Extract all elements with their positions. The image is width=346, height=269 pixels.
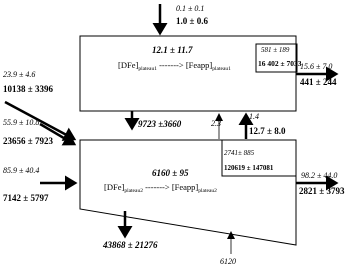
downward-exchange-value: 9723 ±3660 — [138, 119, 182, 129]
upward-exchange-std: 1.4 — [249, 112, 259, 121]
plateau1-flux: 12.1 ± 11.7 — [152, 45, 193, 55]
left-input-1-mean: 10138 ± 3396 — [3, 84, 53, 94]
plateau2-eq-arrow: -------> — [142, 182, 172, 192]
left-input-2-std: 55.9 ± 10.8 — [3, 118, 40, 127]
left-input-3-mean: 7142 ± 5797 — [3, 193, 49, 203]
plateau2-eq-left: [DFe] — [104, 182, 125, 192]
left-input-2-mean: 23656 ± 7923 — [3, 136, 53, 146]
plateau2-eq-left-sub: plateau2 — [124, 188, 143, 194]
plateau1-equation — [118, 61, 231, 73]
bottom-inflow-value: 6120 — [220, 257, 236, 266]
plateau1-outflow-std: 15.6 ± 7.0 — [300, 62, 333, 71]
plateau1-eq-left-sub: plateau1 — [138, 66, 157, 72]
plateau2-eq-right: [Feapp] — [171, 182, 199, 192]
top-input-mean: 1.0 ± 0.6 — [176, 16, 208, 26]
plateau2-inner-std: 2741± 885 — [224, 149, 255, 157]
top-input-std: 0.1 ± 0.1 — [176, 4, 205, 13]
plateau2-inner-mean: 120619 ± 147081 — [224, 164, 274, 172]
left-input-1-std: 23.9 ± 4.6 — [3, 70, 36, 79]
plateau2-eq-right-sub: plateau2 — [198, 188, 217, 194]
plateau2-outflow-std: 98.2 ± 44.0 — [301, 171, 338, 180]
plateau1-inner-std: 581 ± 189 — [261, 46, 290, 54]
plateau1-eq-right-sub: plateau1 — [212, 66, 231, 72]
bottom-outflow-value: 43868 ± 21276 — [103, 240, 158, 250]
plateau1-eq-left: [DFe] — [118, 60, 139, 70]
plateau2-outflow-mean: 2821 ± 3793 — [299, 186, 345, 196]
plateau1-outflow-mean: 441 ± 244 — [300, 77, 337, 87]
plateau2-equation — [104, 183, 217, 195]
plateau1-eq-arrow: -------> — [156, 60, 186, 70]
plateau1-eq-right: [Feapp] — [185, 60, 213, 70]
plateau2-flux: 6160 ± 95 — [152, 168, 189, 178]
left-input-3-std: 85.9 ± 40.4 — [3, 166, 40, 175]
plateau1-inner-mean: 16 402 ± 7033 — [258, 59, 302, 68]
upward-thin-label: 2.3 — [211, 119, 221, 128]
upward-exchange-mean: 12.7 ± 8.0 — [249, 126, 286, 136]
